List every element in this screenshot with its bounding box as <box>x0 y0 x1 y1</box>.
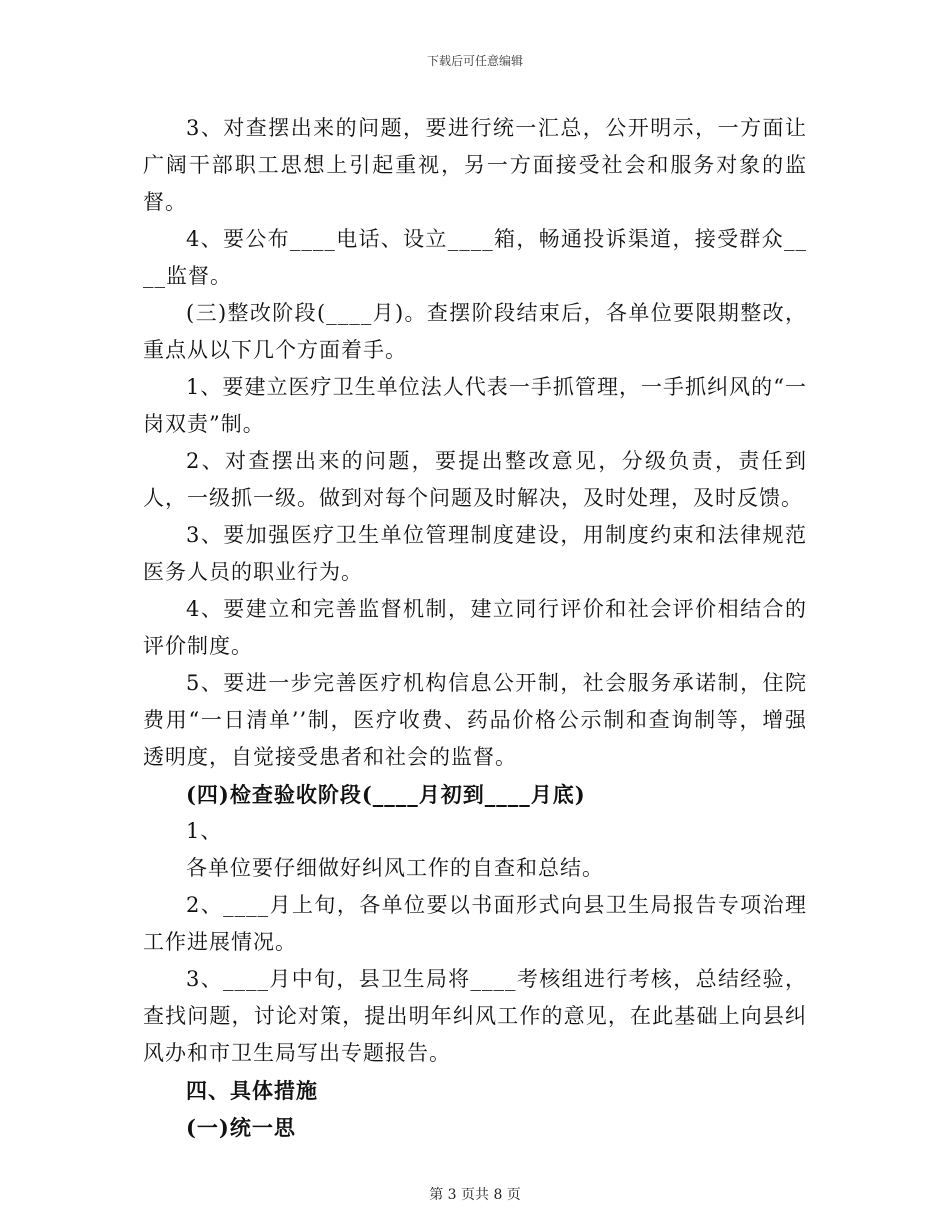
paragraph: 4、要建立和完善监督机制，建立同行评价和社会评价相结合的评价制度。 <box>143 597 807 658</box>
paragraph: 2、对查摆出来的问题，要提出整改意见，分级负责，责任到人，一级抓一级。做到对每个问题及时解决，及时处理，及时反馈。 <box>143 449 807 510</box>
section-heading: 四、具体措施 <box>186 1078 318 1103</box>
page-header: 下载后可任意编辑 <box>426 54 523 68</box>
document-body <box>143 110 807 1146</box>
section-heading: (一)统一思 <box>186 1115 296 1140</box>
paragraph: 4、要公布____电话、设立____箱，畅通投诉渠道，接受群众____监督。 <box>143 227 807 288</box>
paragraph: 1、要建立医疗卫生单位法人代表一手抓管理，一手抓纠风的“一岗双责”制。 <box>143 375 807 436</box>
section-heading: (四)检查验收阶段(____月初到____月底) <box>186 782 586 807</box>
paragraph: 5、要进一步完善医疗机构信息公开制，社会服务承诺制，住院费用“一日清单’’制，医疗收费、药品价格公示制和查询制等，增强透明度，自觉接受患者和社会的监督。 <box>143 671 807 769</box>
paragraph: 3、要加强医疗卫生单位管理制度建设，用制度约束和法律规范医务人员的职业行为。 <box>143 523 807 584</box>
paragraph: (三)整改阶段(____月)。查摆阶段结束后，各单位要限期整改，重点从以下几个方面着手。 <box>143 301 807 362</box>
paragraph: 各单位要仔细做好纠风工作的自查和总结。 <box>186 856 604 880</box>
paragraph: 3、对查摆出来的问题，要进行统一汇总，公开明示，一方面让广阔干部职工思想上引起重视，另一方面接受社会和服务对象的监督。 <box>143 116 807 214</box>
paragraph: 2、____月上旬，各单位要以书面形式向县卫生局报告专项治理工作进展情况。 <box>143 893 807 954</box>
paragraph: 3、____月中旬，县卫生局将____考核组进行考核，总结经验，查找问题，讨论对策，提出明年纠风工作的意见，在此基础上向县纠风办和市卫生局写出专题报告。 <box>143 967 807 1065</box>
page-number: 第 3 页共 8 页 <box>429 1187 521 1203</box>
paragraph: 1、 <box>186 819 223 843</box>
